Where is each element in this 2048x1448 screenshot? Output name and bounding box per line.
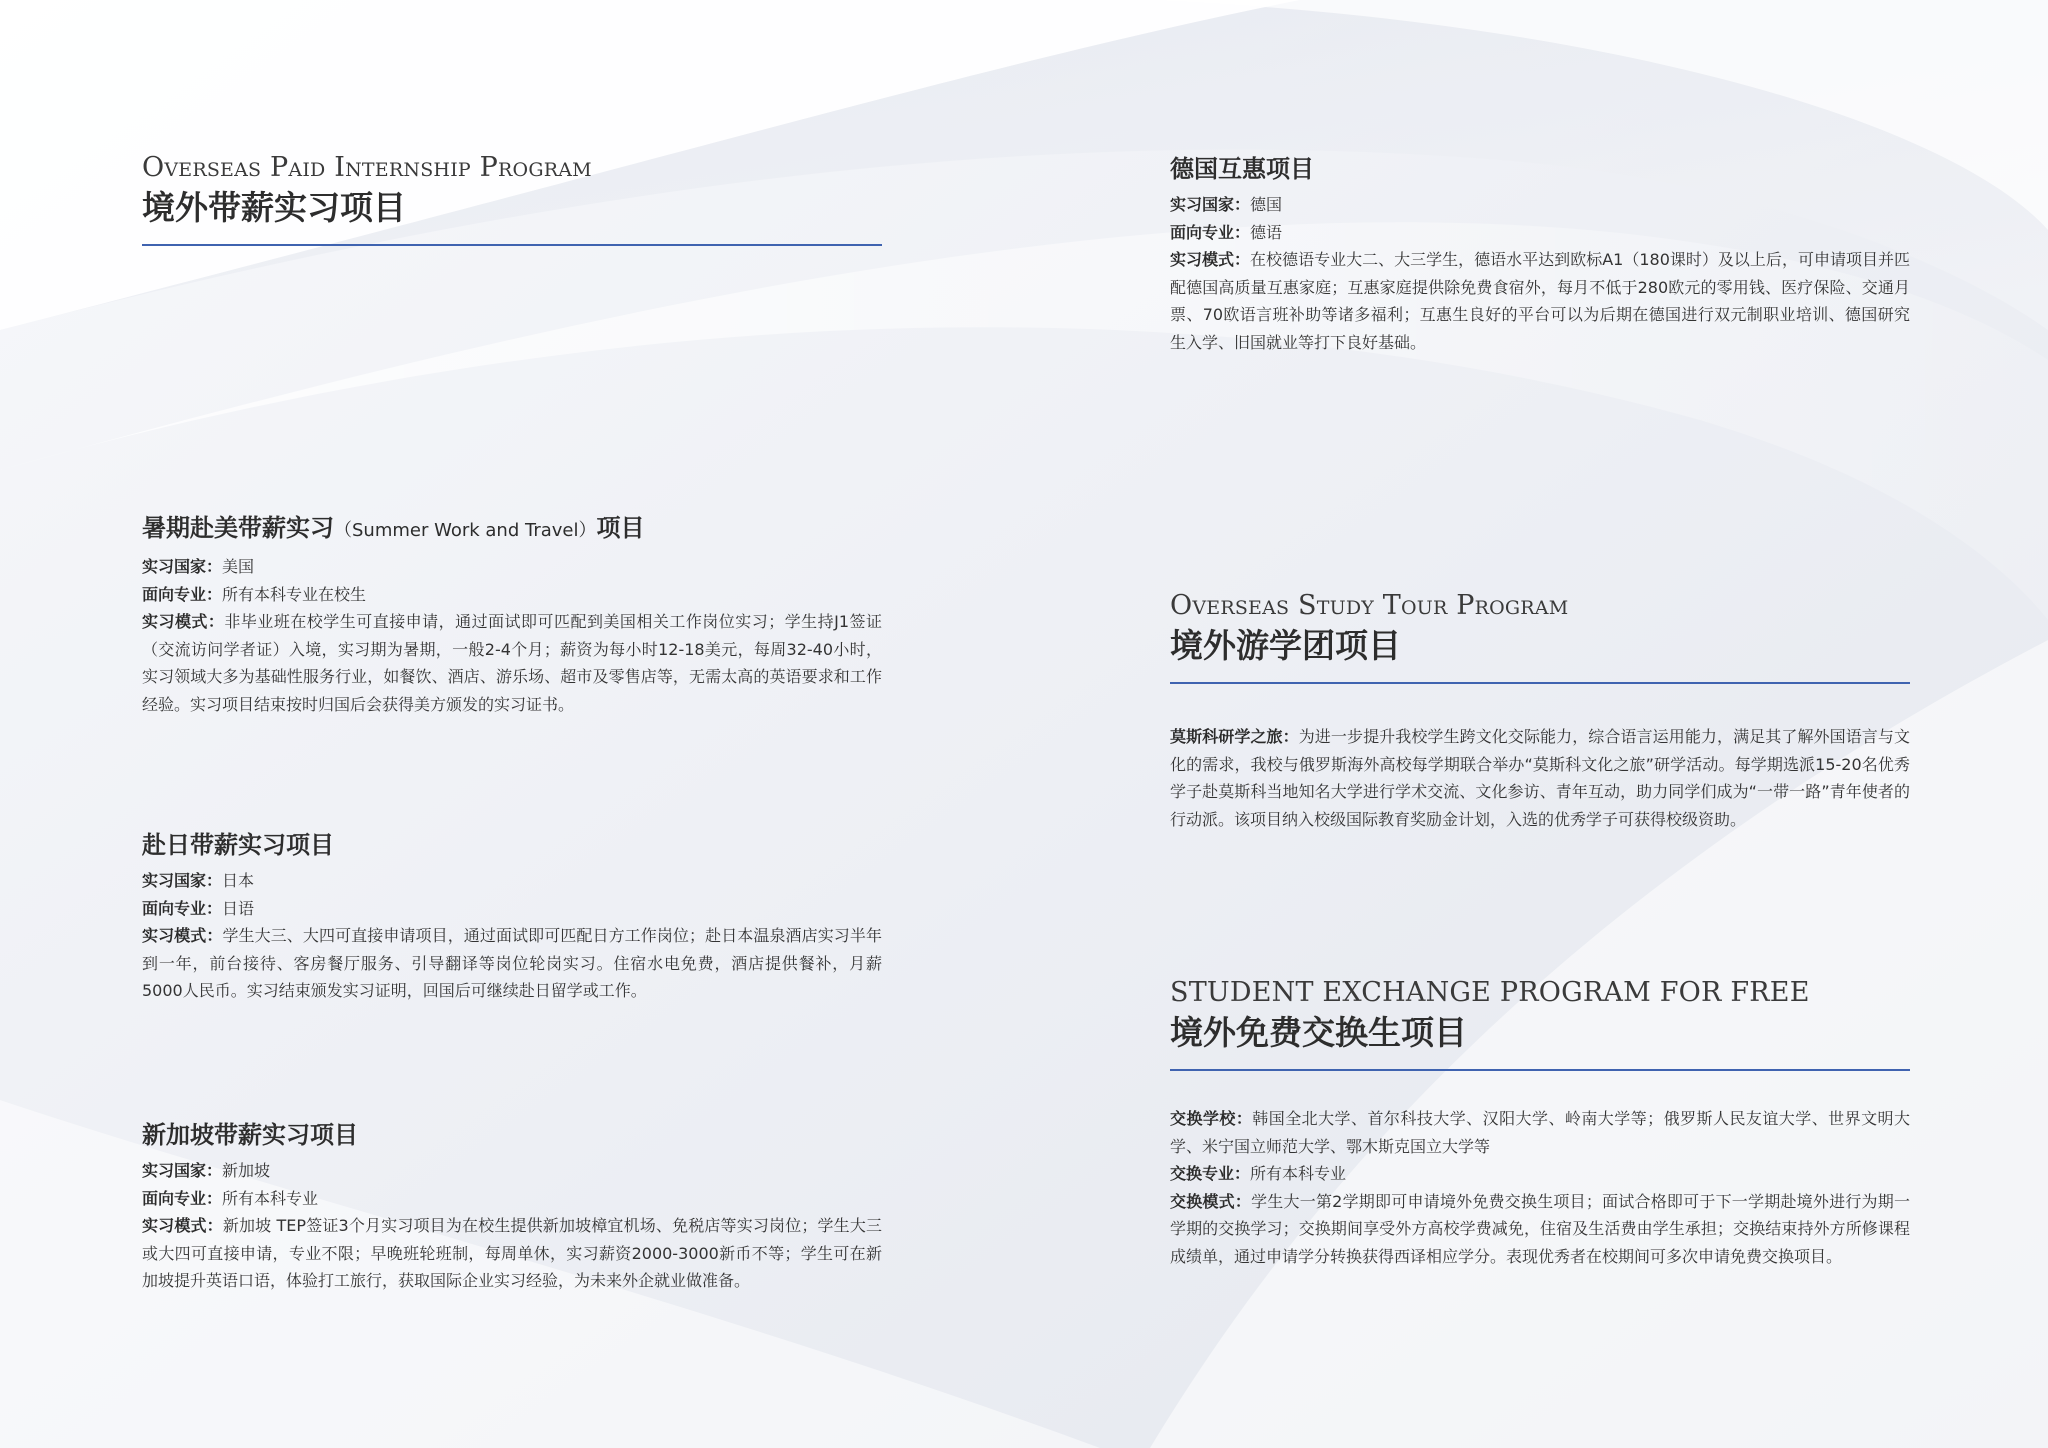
germany-country-label: 实习国家： [1170, 195, 1251, 214]
usa-country-value: 美国 [222, 557, 255, 576]
study-tour-header [1170, 590, 1910, 684]
exchange-major-value: 所有本科专业 [1250, 1164, 1347, 1183]
exchange-mode-value: 学生大一第2学期即可申请境外免费交换生项目；面试合格即可于下一学期赴境外进行为期一学期的交换学习；交换期间享受外方高校学费减免，住宿及生活费由学生承担；交换结束持外方所修课程成绩单，通过申请学分转换获得西译相应学分。表现优秀者在校期间可多次申请免费交换项目。 [1170, 1191, 1910, 1266]
study-tour-description: 为进一步提升我校学生跨文化交际能力，综合语言运用能力，满足其了解外国语言与文化的需求，我校与俄罗斯海外高校每学期联合举办“莫斯科文化之旅”研学活动。每学期选派15-20名优秀学子赴莫斯科当地知名大学进行学术交流、文化参访、青年互动，助力同学们成为“一带一路”青年使者的行动派。该项目纳入校级国际教育奖励金计划，入选的优秀学子可获得校级资助。 [1170, 727, 1910, 829]
germany-section [1170, 153, 1910, 356]
japan-mode [142, 922, 882, 1005]
internship-divider [142, 244, 882, 246]
internship-zh-title: 境外带薪实习项目 [142, 188, 406, 227]
japan-major-value: 日语 [222, 898, 255, 918]
japan-country [142, 867, 882, 895]
usa-mode-label: 实习模式： [142, 612, 225, 631]
internship-header [142, 152, 882, 246]
singapore-major-value: 所有本科专业 [222, 1188, 319, 1208]
exchange-header [1170, 977, 1910, 1071]
germany-country [1170, 191, 1910, 219]
study-tour-divider [1170, 682, 1910, 684]
singapore-mode-label: 实习模式： [142, 1216, 223, 1235]
study-tour-en-title: Overseas Study Tour Program [1170, 590, 1569, 621]
study-tour-lead: 莫斯科研学之旅： [1170, 727, 1299, 746]
usa-country-label: 实习国家： [142, 557, 223, 576]
japan-mode-label: 实习模式： [142, 926, 223, 945]
usa-major [142, 581, 882, 609]
exchange-zh-title: 境外免费交换生项目 [1170, 1013, 1467, 1052]
exchange-school-label: 交换学校： [1170, 1109, 1253, 1128]
exchange-body [1170, 1105, 1910, 1270]
study-tour-zh-title: 境外游学团项目 [1170, 626, 1401, 665]
singapore-country [142, 1157, 882, 1185]
japan-country-value: 日本 [222, 871, 255, 890]
exchange-divider [1170, 1069, 1910, 1071]
singapore-section [142, 1119, 882, 1295]
japan-mode-value: 学生大三、大四可直接申请项目，通过面试即可匹配日方工作岗位；赴日本温泉酒店实习半年到一年，前台接待、客房餐厅服务、引导翻译等岗位轮岗实习。住宿水电免费，酒店提供餐补，月薪5000人民币。实习结束颁发实习证明，回国后可继续赴日留学或工作。 [142, 926, 882, 1000]
germany-major-value: 德语 [1250, 222, 1283, 242]
germany-mode-label: 实习模式： [1170, 250, 1251, 269]
germany-country-value: 德国 [1250, 195, 1283, 214]
singapore-mode-value: 新加坡 TEP签证3个月实习项目为在校生提供新加坡樟宜机场、免税店等实习岗位；学生大三或大四可直接申请，专业不限；早晚班轮班制，每周单休，实习薪资2000-3000新币不等；学生可在新加坡提升英语口语，体验打工旅行，获取国际企业实习经验，为未来外企就业做准备。 [142, 1216, 882, 1290]
exchange-mode-label: 交换模式： [1170, 1191, 1252, 1211]
germany-mode-value: 在校德语专业大二、大三学生，德语水平达到欧标A1（180课时）及以上后，可申请项目并匹配德国高质量互惠家庭；互惠家庭提供除免费食宿外，每月不低于280欧元的零用钱、医疗保险、交通月票、70欧语言班补助等诸多福利；互惠生良好的平台可以为后期在德国进行双元制职业培训、德国研究生入学、旧国就业等打下良好基础。 [1170, 250, 1910, 352]
germany-title: 德国互惠项目 [1170, 155, 1314, 183]
usa-country [142, 553, 882, 581]
germany-major-label: 面向专业： [1170, 222, 1251, 242]
japan-title: 赴日带薪实习项目 [142, 831, 334, 859]
study-tour-text [1170, 723, 1910, 833]
singapore-mode [142, 1212, 882, 1295]
exchange-mode [1170, 1188, 1910, 1271]
usa-title-start: 暑期赴美带薪实习 [142, 514, 334, 542]
usa-title-end: 项目 [596, 514, 645, 542]
singapore-major-label: 面向专业： [142, 1188, 223, 1208]
usa-major-label: 面向专业： [142, 584, 223, 604]
internship-en-title: Overseas Paid Internship Program [142, 152, 592, 183]
usa-mode [142, 608, 882, 718]
japan-section [142, 829, 882, 1005]
singapore-major [142, 1185, 882, 1213]
usa-title [142, 512, 882, 547]
exchange-major-label: 交换专业： [1170, 1164, 1251, 1183]
singapore-country-value: 新加坡 [222, 1161, 271, 1180]
japan-major [142, 895, 882, 923]
japan-major-label: 面向专业： [142, 898, 223, 918]
exchange-en-title: STUDENT EXCHANGE PROGRAM FOR FREE [1170, 977, 1810, 1008]
exchange-major [1170, 1160, 1910, 1188]
usa-title-paren: （Summer Work and Travel） [334, 520, 597, 541]
usa-mode-value: 非毕业班在校学生可直接申请，通过面试即可匹配到美国相关工作岗位实习；学生持J1签证（交流访问学者证）入境，实习期为暑期，一般2-4个月；薪资为每小时12-18美元，每周32-40小时，实习领域大多为基础性服务行业，如餐饮、酒店、游乐场、超市及零售店等，无需太高的英语要求和工作经验。实习项目结束按时归国后会获得美方颁发的实习证书。 [142, 612, 882, 714]
exchange-school-value: 韩国全北大学、首尔科技大学、汉阳大学、岭南大学等；俄罗斯人民友谊大学、世界文明大学、米宁国立师范大学、鄂木斯克国立大学等 [1170, 1109, 1910, 1156]
singapore-country-label: 实习国家： [142, 1161, 223, 1180]
germany-major [1170, 219, 1910, 247]
germany-mode [1170, 246, 1910, 356]
japan-country-label: 实习国家： [142, 871, 223, 890]
usa-major-value: 所有本科专业在校生 [222, 584, 367, 604]
study-tour-body [1170, 723, 1910, 833]
usa-section [142, 512, 882, 718]
singapore-title: 新加坡带薪实习项目 [142, 1121, 358, 1149]
exchange-schools [1170, 1105, 1910, 1160]
